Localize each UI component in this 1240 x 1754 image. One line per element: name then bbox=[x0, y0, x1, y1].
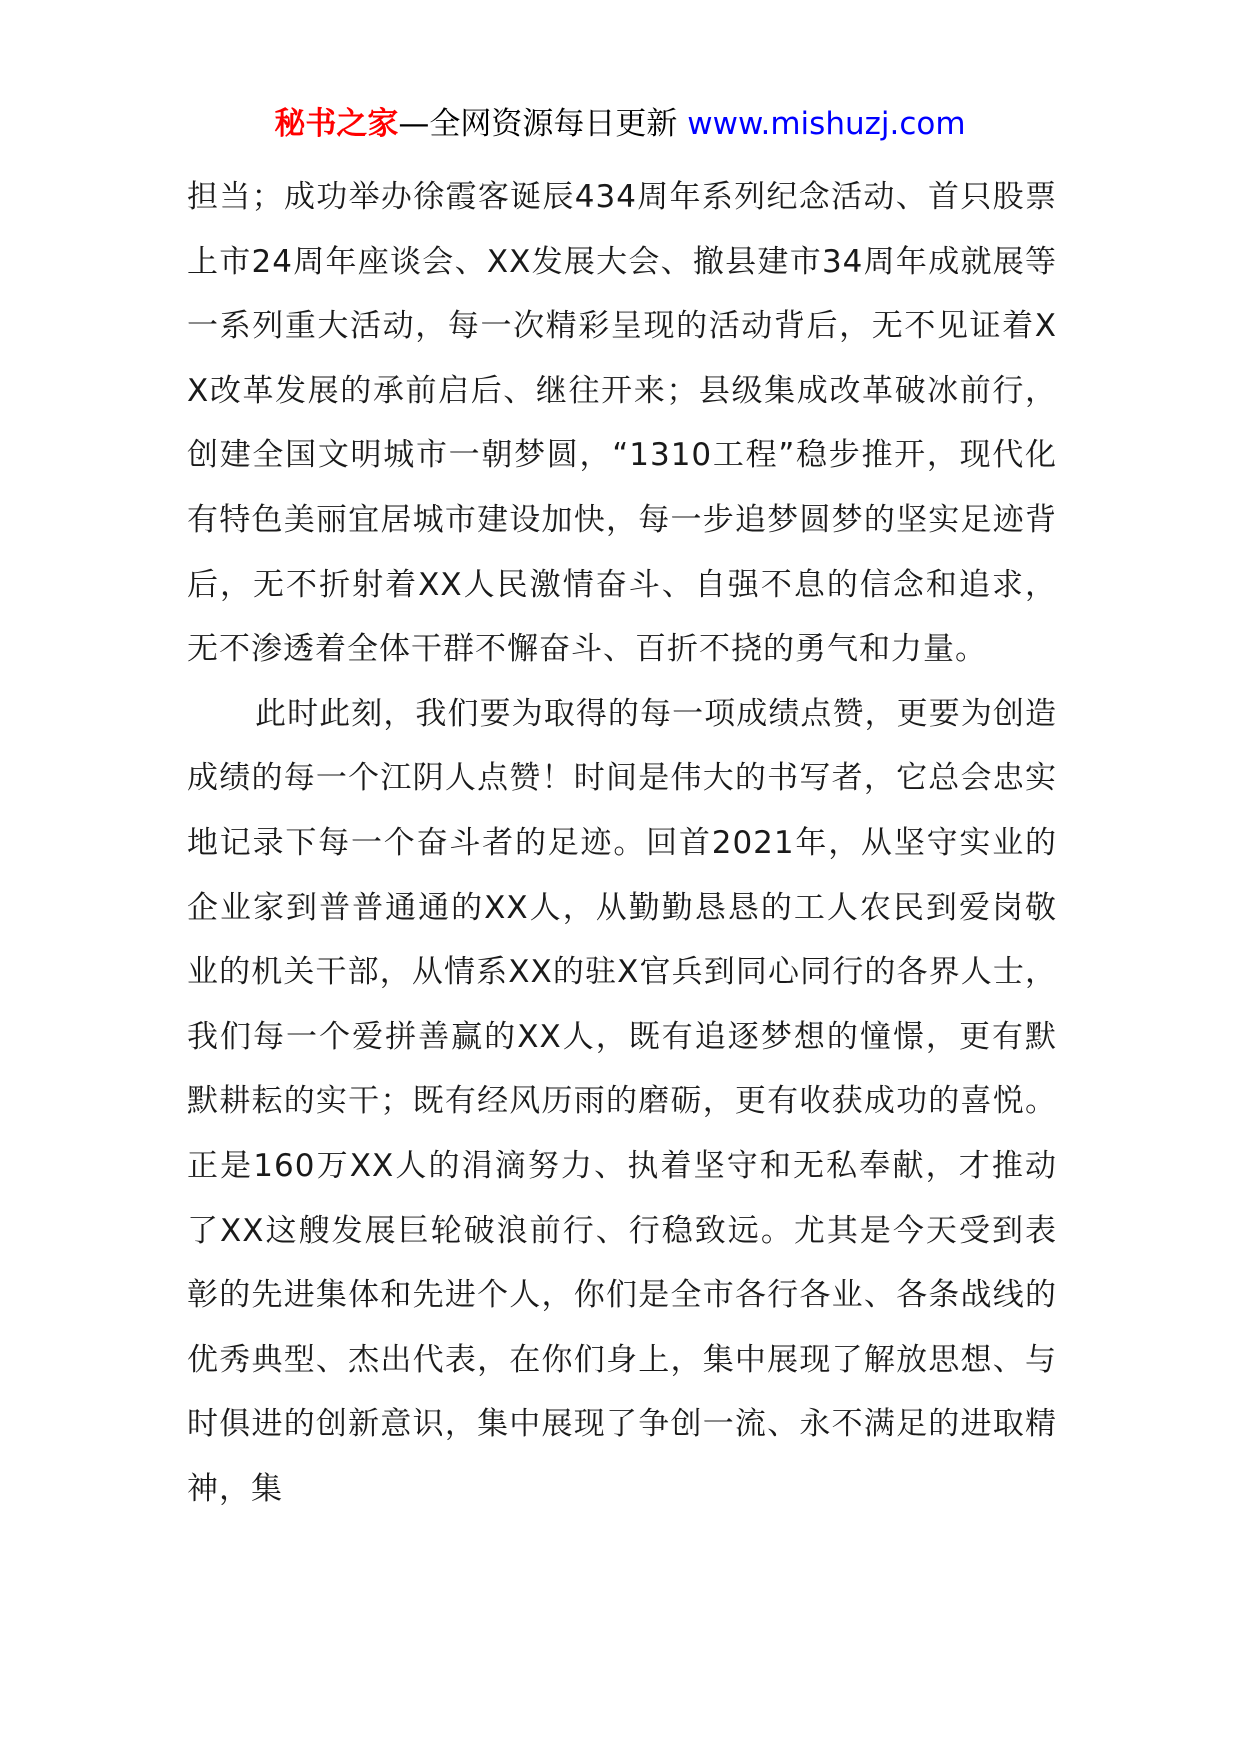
paragraph-2: 此时此刻，我们要为取得的每一项成绩点赞，更要为创造成绩的每一个江阴人点赞！时间是伟大的书写者，它总会忠实地记录下每一个奋斗者的足迹。回首2021年，从坚守实业的企业家到普普通通的XX人，从勤勤恳恳的工人农民到爱岗敬业的机关干部，从情系XX的驻X官兵到同心同行的各界人士，我们每一个爱拼善赢的XX人，既有追逐梦想的憧憬，更有默默耕耘的实干；既有经风历雨的磨砺，更有收获成功的喜悦。正是160万XX人的涓滴努力、执着坚守和无私奉献，才推动了XX这艘发展巨轮破浪前行、行稳致远。尤其是今天受到表彰的先进集体和先进个人，你们是全市各行各业、各条战线的优秀典型、杰出代表，在你们身上，集中展现了解放思想、与时俱进的创新意识，集中展现了争创一流、永不满足的进取精神，集 bbox=[187, 695, 1057, 1507]
brand-name: 秘书之家 bbox=[274, 106, 399, 142]
header-url-link[interactable]: www.mishuzj.com bbox=[687, 106, 966, 142]
page-header bbox=[0, 102, 1240, 146]
document-body bbox=[187, 165, 1057, 1521]
header-slogan: —全网资源每日更新 bbox=[398, 106, 678, 142]
paragraph-1: 担当；成功举办徐霞客诞辰434周年系列纪念活动、首只股票上市24周年座谈会、XX发展大会、撤县建市34周年成就展等一系列重大活动，每一次精彩呈现的活动背后，无不见证着XX改革发展的承前启后、继往开来；县级集成改革破冰前行，创建全国文明城市一朝梦圆，“1310工程”稳步推开，现代化有特色美丽宜居城市建设加快，每一步追梦圆梦的坚实足迹背后，无不折射着XX人民激情奋斗、自强不息的信念和追求，无不渗透着全体干群不懈奋斗、百折不挠的勇气和力量。 bbox=[187, 179, 1057, 668]
